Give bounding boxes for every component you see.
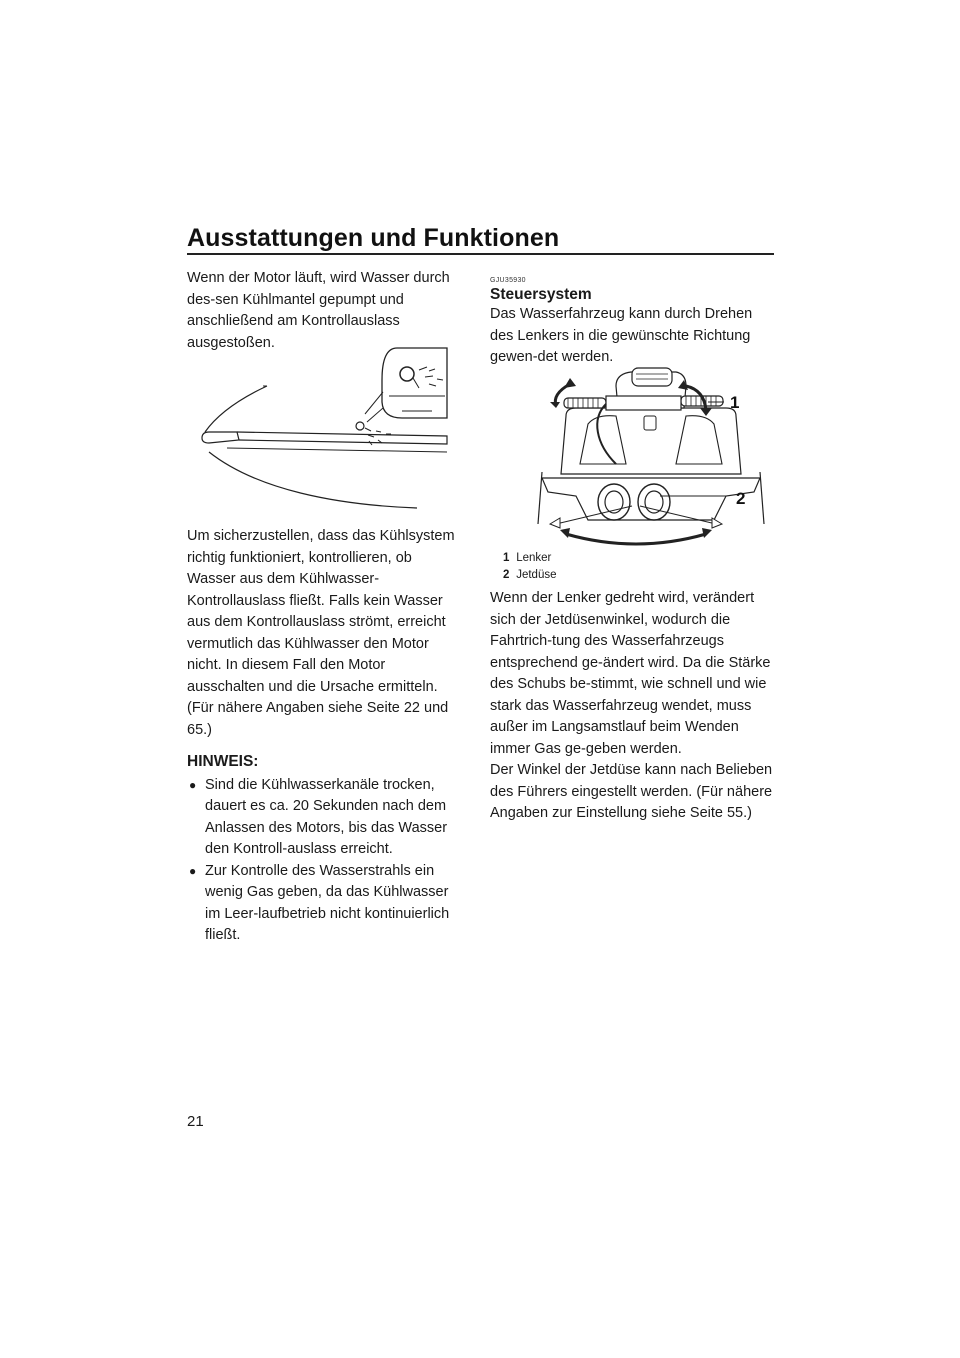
figure-legend [503, 550, 556, 584]
legend-label: Lenker [516, 552, 552, 564]
title-rule [187, 253, 774, 255]
right-column-intro [490, 276, 775, 369]
left-column-body [187, 526, 462, 947]
page-number: 21 [187, 1113, 204, 1130]
section-heading: Steuersystem [490, 286, 592, 303]
callout-2: 2 [736, 489, 746, 508]
steering-intro-paragraph: Das Wasserfahrzeug kann durch Drehen des Lenkers in die gewünschte Richtung gewen-det werden. [490, 306, 753, 365]
callout-1: 1 [730, 393, 740, 412]
page-title: Ausstattungen und Funktionen [187, 224, 560, 252]
steering-system-illustration [536, 364, 766, 550]
bullet-dot-icon: ● [189, 777, 197, 792]
legend-item [503, 567, 556, 584]
legend-item [503, 550, 556, 567]
steering-detail-paragraph: Wenn der Lenker gedreht wird, verändert sich der Jetdüsenwinkel, wodurch die Fahrtrich-tung des Wasserfahrzeugs entsprechend ge-ändert wird. Da die Stärke des Schubs be-stimmt, wie schnell und wie stark das Wasserfahrzeug wendet, muss außer im Langsamstlauf beim Wenden immer Gas ge-geben werden. [490, 590, 771, 757]
note-bullet [187, 775, 462, 861]
intro-paragraph: Wenn der Motor läuft, wird Wasser durch des-sen Kühlmantel gepumpt und anschließend am Kontrollauslass ausgestoßen. [187, 270, 450, 351]
cooling-outlet-illustration [197, 340, 453, 512]
note-heading: HINWEIS: [187, 753, 259, 770]
legend-number: 2 [503, 569, 510, 581]
right-column-body [490, 588, 775, 825]
note-bullet-text: Sind die Kühlwasserkanäle trocken, dauert es ca. 20 Sekunden nach dem Anlassen des Motors, bis das Wasser den Kontroll-auslass erreicht. [205, 776, 448, 857]
legend-label: Jetdüse [516, 569, 557, 581]
legend-number: 1 [503, 552, 510, 564]
note-bullet-text: Zur Kontrolle des Wasserstrahls ein wenig Gas geben, da das Kühlwasser im Leer-laufbetrieb nicht kontinuierlich fließt. [205, 862, 450, 943]
note-bullet [187, 861, 462, 947]
section-code: GJU35930 [490, 277, 526, 284]
jet-angle-paragraph: Der Winkel der Jetdüse kann nach Belieben des Führers eingestellt werden. (Für nähere Angaben zur Einstellung siehe Seite 55.) [490, 762, 773, 821]
check-paragraph: Um sicherzustellen, dass das Kühlsystem richtig funktioniert, kontrollieren, ob Wasser aus dem Kühlwasser-Kontrollauslass fließt. Falls kein Wasser aus dem Kontrollauslass strömt, erreicht vermutlich das Kühlwasser den Motor nicht. In diesem Fall den Motor ausschalten und die Ursache ermitteln. (Für nähere Angaben siehe Seite 22 und 65.) [187, 528, 455, 738]
bullet-dot-icon: ● [189, 863, 197, 878]
